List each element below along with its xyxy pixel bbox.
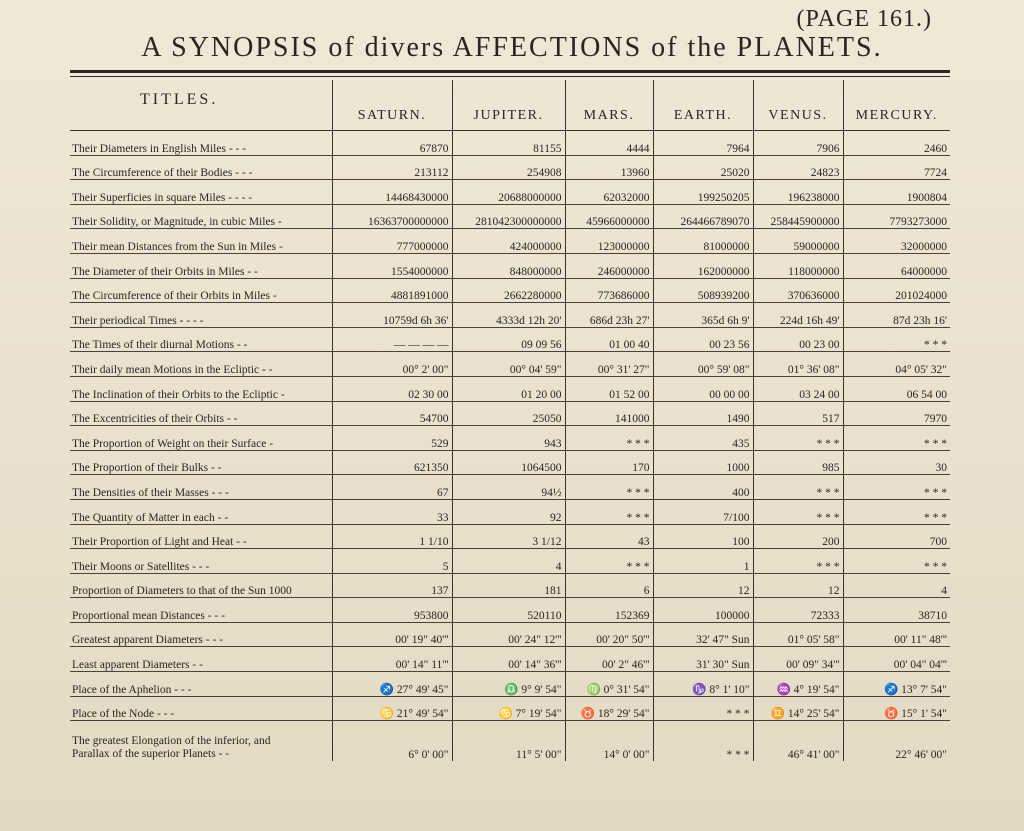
- value-cell: 4881891000: [332, 278, 452, 303]
- value-cell: ♐ 27° 49' 45": [332, 672, 452, 697]
- value-cell: 1554000000: [332, 253, 452, 278]
- value-cell: 62032000: [565, 180, 653, 205]
- table-row: [70, 426, 950, 451]
- row-title: Place of the Aphelion - - -: [70, 672, 332, 697]
- row-title-line: The greatest Elongation of the inferior, and: [72, 735, 271, 748]
- value-cell: 32000000: [843, 229, 950, 254]
- value-cell: * * *: [753, 549, 843, 574]
- value-cell: * * *: [565, 426, 653, 451]
- table-row: [70, 647, 950, 672]
- value-cell: 67870: [332, 131, 452, 156]
- value-cell: ♐ 13° 7' 54": [843, 672, 950, 697]
- value-cell: 258445900000: [753, 204, 843, 229]
- value-cell: ♋ 21° 49' 54": [332, 696, 452, 721]
- row-title: The Proportion of their Bulks - -: [70, 450, 332, 475]
- value-cell: 00' 19" 40''': [332, 622, 452, 647]
- value-cell: * * *: [843, 426, 950, 451]
- row-title: Proportional mean Distances - - -: [70, 598, 332, 623]
- value-cell: 16363700000000: [332, 204, 452, 229]
- value-cell: 943: [452, 426, 565, 451]
- value-cell: 100000: [653, 598, 753, 623]
- row-title: The Excentricities of their Orbits - -: [70, 401, 332, 426]
- table-row: [70, 327, 950, 352]
- synopsis-table: [70, 80, 950, 761]
- value-cell: 1: [653, 549, 753, 574]
- value-cell: * * *: [753, 426, 843, 451]
- value-cell: 621350: [332, 450, 452, 475]
- row-title: The Times of their diurnal Motions - -: [70, 327, 332, 352]
- value-cell: 3 1/12: [452, 524, 565, 549]
- table-row: [70, 278, 950, 303]
- value-cell: 6° 0' 00": [332, 721, 452, 762]
- value-cell: 20688000000: [452, 180, 565, 205]
- value-cell: 25050: [452, 401, 565, 426]
- value-cell: ♑ 8° 1' 10": [653, 672, 753, 697]
- value-cell: 152369: [565, 598, 653, 623]
- value-cell: ♎ 9° 9' 54": [452, 672, 565, 697]
- value-cell: * * *: [753, 475, 843, 500]
- value-cell: 00' 14" 11''': [332, 647, 452, 672]
- table-row: [70, 253, 950, 278]
- value-cell: 773686000: [565, 278, 653, 303]
- row-title: [70, 721, 332, 762]
- row-title-line: Parallax of the superior Planets - -: [72, 748, 230, 761]
- value-cell: 7970: [843, 401, 950, 426]
- header-venus: VENUS.: [753, 80, 843, 131]
- value-cell: 118000000: [753, 253, 843, 278]
- table-row: [70, 549, 950, 574]
- value-cell: 365d 6h 9': [653, 303, 753, 328]
- value-cell: 1900804: [843, 180, 950, 205]
- value-cell: 24823: [753, 155, 843, 180]
- value-cell: 02 30 00: [332, 376, 452, 401]
- page-number: (PAGE 161.): [796, 6, 932, 32]
- value-cell: 953800: [332, 598, 452, 623]
- value-cell: 264466789070: [653, 204, 753, 229]
- table-row: [70, 524, 950, 549]
- value-cell: 13960: [565, 155, 653, 180]
- value-cell: * * *: [843, 475, 950, 500]
- value-cell: 14° 0' 00": [565, 721, 653, 762]
- value-cell: 370636000: [753, 278, 843, 303]
- value-cell: 00° 31' 27": [565, 352, 653, 377]
- row-title: The Densities of their Masses - - -: [70, 475, 332, 500]
- value-cell: 59000000: [753, 229, 843, 254]
- value-cell: 45966000000: [565, 204, 653, 229]
- row-title: Their daily mean Motions in the Ecliptic - -: [70, 352, 332, 377]
- value-cell: 213112: [332, 155, 452, 180]
- value-cell: 38710: [843, 598, 950, 623]
- value-cell: 00' 2" 46''': [565, 647, 653, 672]
- value-cell: * * *: [565, 499, 653, 524]
- value-cell: 141000: [565, 401, 653, 426]
- value-cell: 199250205: [653, 180, 753, 205]
- table-row: [70, 155, 950, 180]
- value-cell: 00 00 00: [653, 376, 753, 401]
- value-cell: 46° 41' 00": [753, 721, 843, 762]
- value-cell: 777000000: [332, 229, 452, 254]
- value-cell: 14468430000: [332, 180, 452, 205]
- value-cell: 7793273000: [843, 204, 950, 229]
- value-cell: 7906: [753, 131, 843, 156]
- value-cell: 64000000: [843, 253, 950, 278]
- value-cell: 4: [843, 573, 950, 598]
- value-cell: 400: [653, 475, 753, 500]
- table-row: [70, 204, 950, 229]
- value-cell: 30: [843, 450, 950, 475]
- value-cell: 201024000: [843, 278, 950, 303]
- value-cell: * * *: [565, 475, 653, 500]
- value-cell: 00° 04' 59": [452, 352, 565, 377]
- table-row: [70, 180, 950, 205]
- value-cell: 25020: [653, 155, 753, 180]
- value-cell: ♒ 4° 19' 54": [753, 672, 843, 697]
- row-title: Their Moons or Satellites - - -: [70, 549, 332, 574]
- value-cell: 01 00 40: [565, 327, 653, 352]
- value-cell: 4444: [565, 131, 653, 156]
- value-cell: 181: [452, 573, 565, 598]
- value-cell: 4: [452, 549, 565, 574]
- value-cell: 01° 05' 58": [753, 622, 843, 647]
- row-title: The Quantity of Matter in each - -: [70, 499, 332, 524]
- table-body: [70, 131, 950, 762]
- value-cell: 32' 47" Sun: [653, 622, 753, 647]
- top-rule-thin: [70, 76, 950, 77]
- value-cell: 01 20 00: [452, 376, 565, 401]
- value-cell: 254908: [452, 155, 565, 180]
- value-cell: ♉ 15° 1' 54": [843, 696, 950, 721]
- value-cell: 22° 46' 00": [843, 721, 950, 762]
- value-cell: 1064500: [452, 450, 565, 475]
- table-row: [70, 401, 950, 426]
- row-title: Their Diameters in English Miles - - -: [70, 131, 332, 156]
- value-cell: * * *: [843, 499, 950, 524]
- value-cell: 848000000: [452, 253, 565, 278]
- value-cell: 00° 59' 08": [653, 352, 753, 377]
- value-cell: 92: [452, 499, 565, 524]
- value-cell: 1000: [653, 450, 753, 475]
- value-cell: 424000000: [452, 229, 565, 254]
- value-cell: 281042300000000: [452, 204, 565, 229]
- table-row: [70, 229, 950, 254]
- value-cell: 2460: [843, 131, 950, 156]
- table-row: [70, 622, 950, 647]
- row-title: Greatest apparent Diameters - - -: [70, 622, 332, 647]
- value-cell: * * *: [843, 549, 950, 574]
- value-cell: * * *: [653, 696, 753, 721]
- row-title: The Inclination of their Orbits to the Ecliptic -: [70, 376, 332, 401]
- value-cell: 200: [753, 524, 843, 549]
- value-cell: 03 24 00: [753, 376, 843, 401]
- value-cell: ♊ 14° 25' 54": [753, 696, 843, 721]
- value-cell: 985: [753, 450, 843, 475]
- value-cell: * * *: [653, 721, 753, 762]
- table-row: [70, 303, 950, 328]
- value-cell: 224d 16h 49': [753, 303, 843, 328]
- value-cell: ♉ 18° 29' 54": [565, 696, 653, 721]
- value-cell: 01 52 00: [565, 376, 653, 401]
- value-cell: 67: [332, 475, 452, 500]
- value-cell: 137: [332, 573, 452, 598]
- value-cell: 06 54 00: [843, 376, 950, 401]
- row-title: Their Superficies in square Miles - - - -: [70, 180, 332, 205]
- value-cell: 7964: [653, 131, 753, 156]
- table-row: [70, 352, 950, 377]
- header-earth: EARTH.: [653, 80, 753, 131]
- value-cell: 09 09 56: [452, 327, 565, 352]
- value-cell: 94½: [452, 475, 565, 500]
- value-cell: 162000000: [653, 253, 753, 278]
- row-title: Their Proportion of Light and Heat - -: [70, 524, 332, 549]
- value-cell: 508939200: [653, 278, 753, 303]
- row-title: Proportion of Diameters to that of the Sun 1000: [70, 573, 332, 598]
- header-mars: MARS.: [565, 80, 653, 131]
- value-cell: 5: [332, 549, 452, 574]
- table-row: [70, 499, 950, 524]
- value-cell: 11° 5' 00": [452, 721, 565, 762]
- value-cell: * * *: [753, 499, 843, 524]
- value-cell: * * *: [565, 549, 653, 574]
- row-title: Place of the Node - - -: [70, 696, 332, 721]
- value-cell: 529: [332, 426, 452, 451]
- header-mercury: MERCURY.: [843, 80, 950, 131]
- table-row: [70, 376, 950, 401]
- value-cell: 33: [332, 499, 452, 524]
- table-row: [70, 475, 950, 500]
- header-saturn: SATURN.: [332, 80, 452, 131]
- value-cell: 435: [653, 426, 753, 451]
- table-row: [70, 573, 950, 598]
- value-cell: 1490: [653, 401, 753, 426]
- value-cell: 00 23 00: [753, 327, 843, 352]
- top-rule: [70, 70, 950, 73]
- table-row: [70, 450, 950, 475]
- value-cell: 686d 23h 27': [565, 303, 653, 328]
- value-cell: 170: [565, 450, 653, 475]
- value-cell: 43: [565, 524, 653, 549]
- value-cell: 1 1/10: [332, 524, 452, 549]
- value-cell: 6: [565, 573, 653, 598]
- header-titles: TITLES.: [70, 80, 332, 131]
- value-cell: 196238000: [753, 180, 843, 205]
- value-cell: 31' 30" Sun: [653, 647, 753, 672]
- value-cell: 2662280000: [452, 278, 565, 303]
- table-row: [70, 598, 950, 623]
- value-cell: 00' 20" 50''': [565, 622, 653, 647]
- row-title: Their mean Distances from the Sun in Miles -: [70, 229, 332, 254]
- value-cell: 100: [653, 524, 753, 549]
- value-cell: 520110: [452, 598, 565, 623]
- table-row: [70, 672, 950, 697]
- page-title: A SYNOPSIS of divers AFFECTIONS of the PLANETS.: [141, 32, 883, 63]
- row-title: Least apparent Diameters - -: [70, 647, 332, 672]
- value-cell: 00' 11" 48''': [843, 622, 950, 647]
- row-title: Their Solidity, or Magnitude, in cubic Miles -: [70, 204, 332, 229]
- row-title: The Diameter of their Orbits in Miles - -: [70, 253, 332, 278]
- row-title: The Proportion of Weight on their Surface -: [70, 426, 332, 451]
- value-cell: 00' 04" 04''': [843, 647, 950, 672]
- value-cell: * * *: [843, 327, 950, 352]
- value-cell: 87d 23h 16': [843, 303, 950, 328]
- row-title: The Circumference of their Bodies - - -: [70, 155, 332, 180]
- header-row: [70, 80, 950, 131]
- value-cell: 72333: [753, 598, 843, 623]
- value-cell: — — — —: [332, 327, 452, 352]
- value-cell: 10759d 6h 36': [332, 303, 452, 328]
- value-cell: 7724: [843, 155, 950, 180]
- row-title: Their periodical Times - - - -: [70, 303, 332, 328]
- value-cell: 00' 24" 12''': [452, 622, 565, 647]
- value-cell: 4333d 12h 20': [452, 303, 565, 328]
- value-cell: 81000000: [653, 229, 753, 254]
- value-cell: 12: [653, 573, 753, 598]
- value-cell: 54700: [332, 401, 452, 426]
- value-cell: 00° 2' 00": [332, 352, 452, 377]
- value-cell: ♋ 7° 19' 54": [452, 696, 565, 721]
- value-cell: 01° 36' 08": [753, 352, 843, 377]
- value-cell: 246000000: [565, 253, 653, 278]
- header-jupiter: JUPITER.: [452, 80, 565, 131]
- value-cell: 00' 14" 36''': [452, 647, 565, 672]
- value-cell: 12: [753, 573, 843, 598]
- value-cell: 700: [843, 524, 950, 549]
- row-title: The Circumference of their Orbits in Miles -: [70, 278, 332, 303]
- table-row: [70, 131, 950, 156]
- value-cell: 123000000: [565, 229, 653, 254]
- value-cell: 00 23 56: [653, 327, 753, 352]
- table-row: [70, 721, 950, 762]
- table-row: [70, 696, 950, 721]
- value-cell: 00' 09" 34''': [753, 647, 843, 672]
- value-cell: 81155: [452, 131, 565, 156]
- value-cell: 7/100: [653, 499, 753, 524]
- value-cell: ♍ 0° 31' 54": [565, 672, 653, 697]
- value-cell: 04° 05' 32": [843, 352, 950, 377]
- value-cell: 517: [753, 401, 843, 426]
